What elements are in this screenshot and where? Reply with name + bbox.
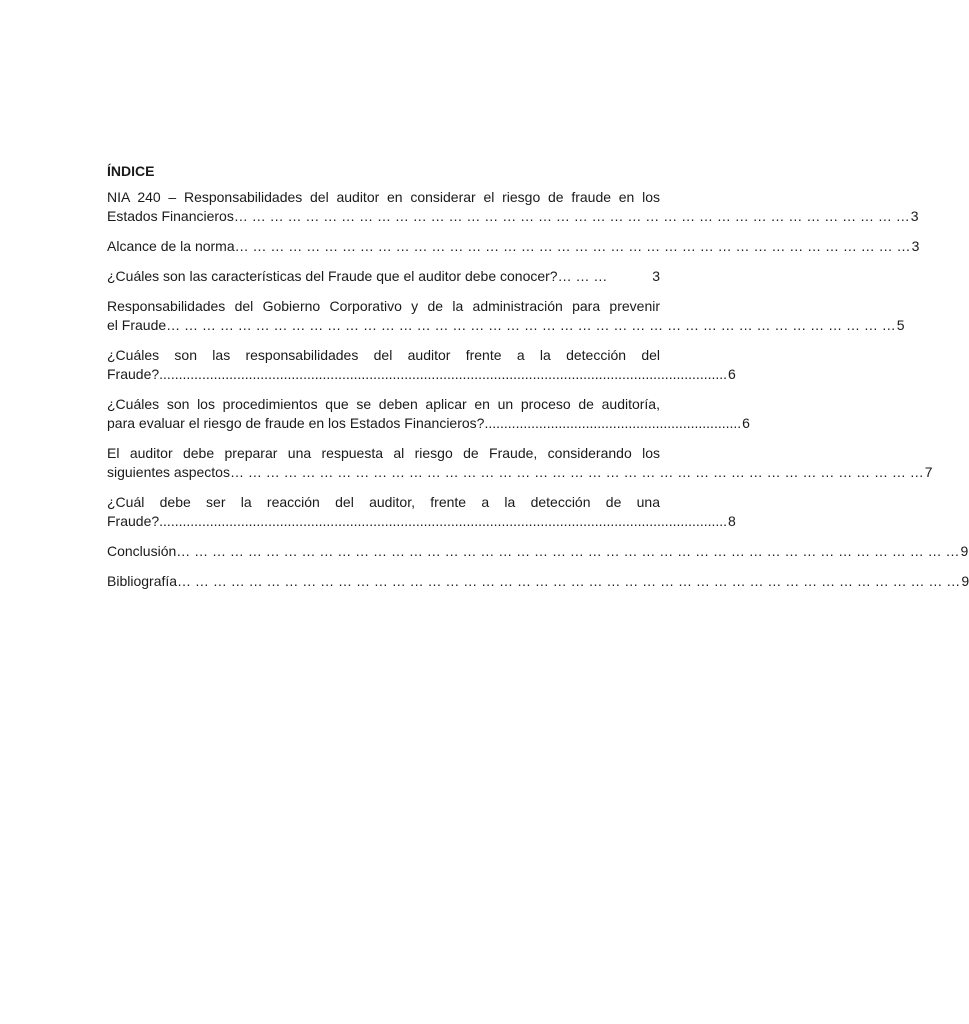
toc-entry-title: Fraude? bbox=[107, 366, 160, 382]
toc-entry[interactable] bbox=[107, 267, 660, 286]
toc-entry-title-line: ¿Cuáles son los procedimientos que se deben aplicar en un proceso de auditoría, bbox=[107, 396, 660, 412]
toc-page-number: 8 bbox=[728, 513, 736, 529]
toc-entry-last-line bbox=[107, 207, 919, 226]
toc-entry-title: Bibliografía bbox=[107, 573, 178, 589]
toc-entry[interactable] bbox=[107, 572, 969, 591]
toc-entry[interactable] bbox=[107, 395, 750, 433]
toc-page-number: 6 bbox=[742, 415, 750, 431]
toc-entry[interactable] bbox=[107, 444, 933, 482]
toc-entry[interactable] bbox=[107, 237, 920, 256]
toc-entry-title: Fraude? bbox=[107, 513, 160, 529]
toc-page-number: 7 bbox=[924, 464, 933, 480]
toc-entry-title: para evaluar el riesgo de fraude en los Estados Financieros? bbox=[107, 415, 485, 431]
toc-entry-title-line: ¿Cuál debe ser la reacción del auditor, frente a la detección de una bbox=[107, 494, 660, 510]
toc-entry-title-line: El auditor debe preparar una respuesta al riesgo de Fraude, considerando los bbox=[107, 445, 660, 461]
toc-dot-leader: … … … bbox=[557, 268, 608, 284]
toc-dot-leader: … … … … … … … … … … … … … … … … … … … … … … … … … … … … … … … … … … … … … … … bbox=[229, 464, 924, 480]
toc-entry-title: siguientes aspectos bbox=[107, 464, 230, 480]
toc-dot-leader: … … … … … … … … … … … … … … … … … … … … … … … … … … … … … … … … … … … … … … … … … … … … bbox=[176, 543, 960, 559]
toc-entry-title: Conclusión bbox=[107, 543, 177, 559]
toc-page-number: 3 bbox=[910, 208, 919, 224]
toc-entry-last-line bbox=[107, 316, 905, 335]
toc-dot-leader: … … … … … … … … … … … … … … … … … … … … … … … … … … … … … … … … … … … … … … … … … … … … bbox=[177, 573, 961, 589]
toc-page-number: 5 bbox=[896, 317, 905, 333]
toc-entry-title: el Fraude bbox=[107, 317, 167, 333]
toc-dot-leader: … … … … … … … … … … … … … … … … … … … … … … … … … … … … … … … … … … … … … … … … … bbox=[166, 317, 896, 333]
toc-entry[interactable] bbox=[107, 188, 919, 226]
toc-dot-leader: … … … … … … … … … … … … … … … … … … … … … … … … … … … … … … … … … … … … … … bbox=[234, 238, 911, 254]
toc-entry-last-line bbox=[107, 542, 969, 561]
toc-entry-last-line bbox=[107, 267, 660, 286]
toc-entry[interactable] bbox=[107, 297, 905, 335]
toc-entry-last-line bbox=[107, 237, 920, 256]
toc-entry-last-line bbox=[107, 512, 736, 531]
toc-page-number: 3 bbox=[652, 268, 660, 284]
document-page bbox=[107, 162, 969, 602]
toc-page-number: 3 bbox=[911, 238, 920, 254]
toc-page-number: 9 bbox=[960, 543, 969, 559]
toc-entry[interactable] bbox=[107, 542, 969, 561]
toc-entry-last-line bbox=[107, 414, 750, 433]
table-of-contents bbox=[107, 188, 969, 591]
toc-entry-title-line: NIA 240 – Responsabilidades del auditor en considerar el riesgo de fraude en los bbox=[107, 189, 660, 205]
toc-dot-leader: .................................................................. bbox=[484, 415, 742, 431]
toc-entry-title: Estados Financieros bbox=[107, 208, 234, 224]
toc-entry[interactable] bbox=[107, 346, 736, 384]
toc-dot-leader: .................................................................................................................................................. bbox=[159, 513, 728, 529]
toc-entry-last-line bbox=[107, 572, 969, 591]
toc-heading: ÍNDICE bbox=[107, 163, 155, 179]
toc-entry-last-line bbox=[107, 463, 933, 482]
toc-entry-title-line: Responsabilidades del Gobierno Corporativo y de la administración para prevenir bbox=[107, 298, 660, 314]
toc-dot-leader: .................................................................................................................................................. bbox=[159, 366, 728, 382]
toc-dot-leader: … … … … … … … … … … … … … … … … … … … … … … … … … … … … … … … … … … … … … … bbox=[233, 208, 910, 224]
toc-entry-last-line bbox=[107, 365, 736, 384]
toc-entry-title: ¿Cuáles son las características del Fraude que el auditor debe conocer? bbox=[107, 268, 558, 284]
toc-entry[interactable] bbox=[107, 493, 736, 531]
toc-entry-title: Alcance de la norma bbox=[107, 238, 235, 254]
toc-page-number: 6 bbox=[728, 366, 736, 382]
toc-page-number: 9 bbox=[961, 573, 969, 589]
toc-entry-title-line: ¿Cuáles son las responsabilidades del auditor frente a la detección del bbox=[107, 347, 660, 363]
